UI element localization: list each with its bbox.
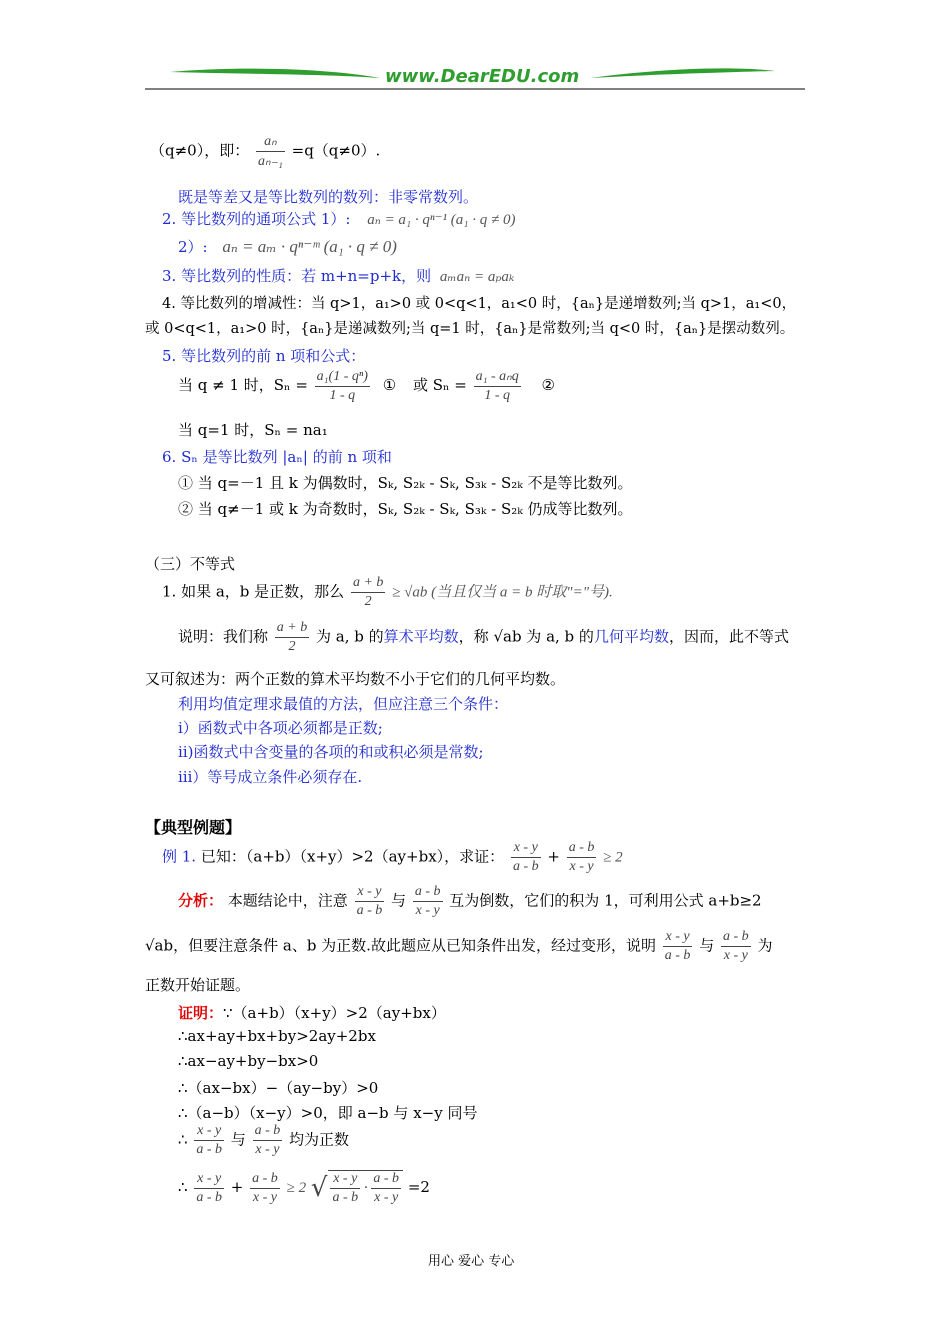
logo-text: www.DearEDU.com [385,66,580,87]
frac-ab-2-b: $\frac{a + b}{2}$ [276,620,308,654]
line-q-equal-1: 当 q=1 时，Sₙ = na₁ [178,421,328,439]
line-condition-3: ⅲ）等号成立条件必须存在. [178,768,363,786]
analysis-line-3: 正数开始证题。 [145,976,251,994]
section-examples: 【典型例题】 [145,818,242,837]
section-inequality: （三）不等式 [145,555,236,573]
line-1: （q≠0），即： $\frac{\text{aₙ}}{\text{aₙ₋₁}}$ =q（q≠0）. [150,134,381,169]
line-sum-title: 5. 等比数列的前 n 项和公式： [162,347,366,365]
line-general-formula-2: 2）: aₙ = aₘ · qⁿ⁻ᵐ (a₁ · q ≠ 0) [178,237,397,256]
footer-text: 用心 爱心 专心 [428,1254,515,1269]
line-inequality-1: 1. 如果 a，b 是正数，那么 $\frac{a + b}{2}$ ≥ √ab (当且仅当 a = b 时取"="号). [162,575,613,609]
proof-line-3: ∴ax−ay+by−bx>0 [178,1052,319,1070]
line-inequality-restate: 又可叙述为：两个正数的算术平均数不小于它们的几何平均数。 [145,670,566,688]
line-inequality-explain: 说明：我们称 $\frac{a + b}{2}$ 为 a, b 的算术平均数，称 √ab 为 a, b 的几何平均数，因而，此不等式 [178,620,789,654]
line-general-formula-1: 2. 等比数列的通项公式 1）: aₙ = a₁ · qⁿ⁻¹ (a₁ · q ≠ 0) [162,210,516,228]
line-condition-2: ⅱ)函数式中含变量的各项的和或积必须是常数; [178,743,484,761]
frac-an-an1: $\frac{\text{aₙ}}{\text{aₙ₋₁}}$ [258,134,283,169]
line-conditions-title: 利用均值定理求最值的方法，但应注意三个条件： [178,695,509,713]
line-item-6-2: ② 当 q≠－1 或 k 为奇数时，Sₖ, S₂ₖ - Sₖ, S₃ₖ - S₂ₖ 仍成等比数列。 [178,500,633,518]
line-property: 3. 等比数列的性质：若 m+n=p+k，则 aₘaₙ = aₚaₖ [162,267,515,285]
proof-line-7: ∴ $\frac{x - y}{a - b}$ + $\frac{a - b}{x - y}$ ≥ 2 √ $\frac{x - y}{a - b}$ · $\frac{a - b}{x - y}$ =2 [178,1170,430,1205]
line-condition-1: ⅰ）函数式中各项必须都是正数; [178,719,383,737]
proof-line-4: ∴（ax−bx）−（ay−by）>0 [178,1079,379,1097]
header-banner [145,62,805,92]
line-sum-formula: 当 q ≠ 1 时，Sₙ = $\frac{\text{a₁(1 - qⁿ)}}{1 - q}$ ① 或 Sₙ = $\frac{\text{a₁ - aₙq}}{1 - q}$ ② [178,368,555,403]
line-monotonic-b: 或 0<q<1，a₁>0 时，{aₙ}是递减数列;当 q=1 时，{aₙ}是常数列;当 q<0 时，{aₙ}是摆动数列。 [145,321,795,337]
analysis-line-1: 分析： 本题结论中，注意 $\frac{x - y}{a - b}$ 与 $\frac{a - b}{x - y}$ 互为倒数，它们的积为 1，可利用公式 a+b≥2 [178,884,762,918]
line-item-6: 6. Sₙ 是等比数列 |aₙ| 的前 n 项和 [162,448,392,466]
line-monotonic-a: 4. 等比数列的增减性：当 q>1，a₁>0 或 0<q<1，a₁<0 时，{aₙ}是递增数列;当 q>1，a₁<0， [162,296,797,312]
proof-line-1: 证明：∵（a+b）（x+y）>2（ay+bx） [178,1004,446,1022]
line-item-6-1: ① 当 q=－1 且 k 为偶数时，Sₖ, S₂ₖ - Sₖ, S₃ₖ - S₂ₖ 不是等比数列。 [178,474,633,492]
sqrt-body: $\frac{x - y}{a - b}$ · $\frac{a - b}{x - y}$ [328,1170,403,1206]
frac-sum-2: $\frac{\text{a₁ - aₙq}}{1 - q}$ [475,369,519,403]
proof-line-2: ∴ax+ay+bx+by>2ay+2bx [178,1027,376,1045]
frac-ab-2: $\frac{a + b}{2}$ [352,575,384,609]
analysis-line-2: √ab，但要注意条件 a、b 为正数.故此题应从已知条件出发，经过变形，说明 $\frac{x - y}{a - b}$ 与 $\frac{a - b}{x - y}$ 为 [145,929,773,963]
frac-sum-1: $\frac{\text{a₁(1 - qⁿ)}}{1 - q}$ [316,368,368,403]
sqrt-symbol-icon: √ [310,1173,328,1203]
proof-line-6: ∴ $\frac{x - y}{a - b}$ 与 $\frac{a - b}{x - y}$ 均为正数 [178,1123,350,1157]
proof-line-5: ∴（a−b）（x−y）>0，即 a−b 与 x−y 同号 [178,1104,478,1122]
example-1: 例 1. 已知：（a+b）（x+y）>2（ay+bx），求证： $\frac{x - y}{a - b}$ + $\frac{a - b}{x - y}$ ≥ 2 [162,840,623,874]
line-const-seq: 既是等差又是等比数列的数列：非零常数列。 [178,188,479,206]
